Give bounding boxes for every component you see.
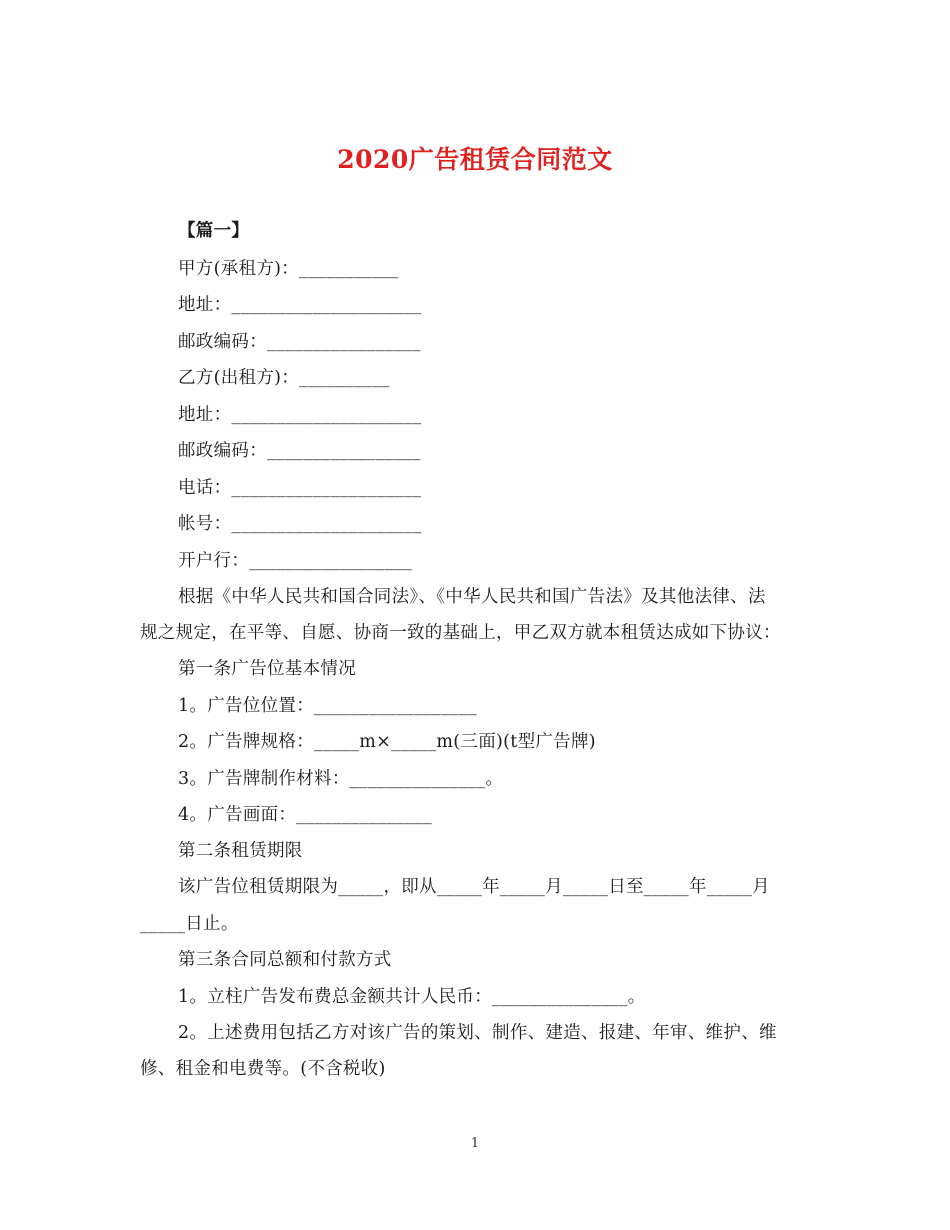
article-2-text-2: _____日止。 xyxy=(140,914,239,934)
article-2-text-1: 该广告位租赁期限为_____，即从_____年_____月_____日至_____年_____月 xyxy=(178,877,770,897)
phone-line: 电话：_____________________ xyxy=(178,478,422,498)
article-1-item-1: 1。广告位位置：__________________ xyxy=(178,696,477,716)
bank-line: 开户行：__________________ xyxy=(178,551,413,571)
article-2-heading: 第二条租赁期限 xyxy=(178,841,303,861)
article-1-item-4: 4。广告画面：_______________ xyxy=(178,805,432,825)
party-a-postcode-line: 邮政编码：_________________ xyxy=(178,332,421,352)
page-number: 1 xyxy=(470,1136,480,1151)
preamble-line-1: 根据《中华人民共和国合同法》、《中华人民共和国广告法》及其他法律、法 xyxy=(178,587,766,607)
article-1-heading: 第一条广告位基本情况 xyxy=(178,659,356,679)
article-3-item-2-cont: 修、租金和电费等。(不含税收) xyxy=(140,1059,386,1079)
party-b-address-line: 地址：_____________________ xyxy=(178,405,422,425)
article-3-item-2: 2。上述费用包括乙方对该广告的策划、制作、建造、报建、年审、维护、维 xyxy=(178,1023,777,1043)
section-heading: 【篇一】 xyxy=(178,221,250,241)
party-a-address-line: 地址：_____________________ xyxy=(178,295,422,315)
party-b-postcode-line: 邮政编码：_________________ xyxy=(178,441,421,461)
article-1-item-2: 2。广告牌规格：_____m×_____m(三面)(t型广告牌) xyxy=(178,732,596,752)
article-3-heading: 第三条合同总额和付款方式 xyxy=(178,950,392,970)
account-line: 帐号：_____________________ xyxy=(178,514,422,534)
preamble-line-2: 规之规定，在平等、自愿、协商一致的基础上，甲乙双方就本租赁达成如下协议： xyxy=(140,623,781,643)
document-title: 2020广告租赁合同范文 xyxy=(337,145,613,174)
article-1-item-3: 3。广告牌制作材料：_______________。 xyxy=(178,769,504,789)
party-b-line: 乙方(出租方)：__________ xyxy=(178,368,390,388)
party-a-line: 甲方(承租方)：___________ xyxy=(178,259,399,279)
article-3-item-1: 1。立柱广告发布费总金额共计人民币：_______________。 xyxy=(178,987,646,1007)
